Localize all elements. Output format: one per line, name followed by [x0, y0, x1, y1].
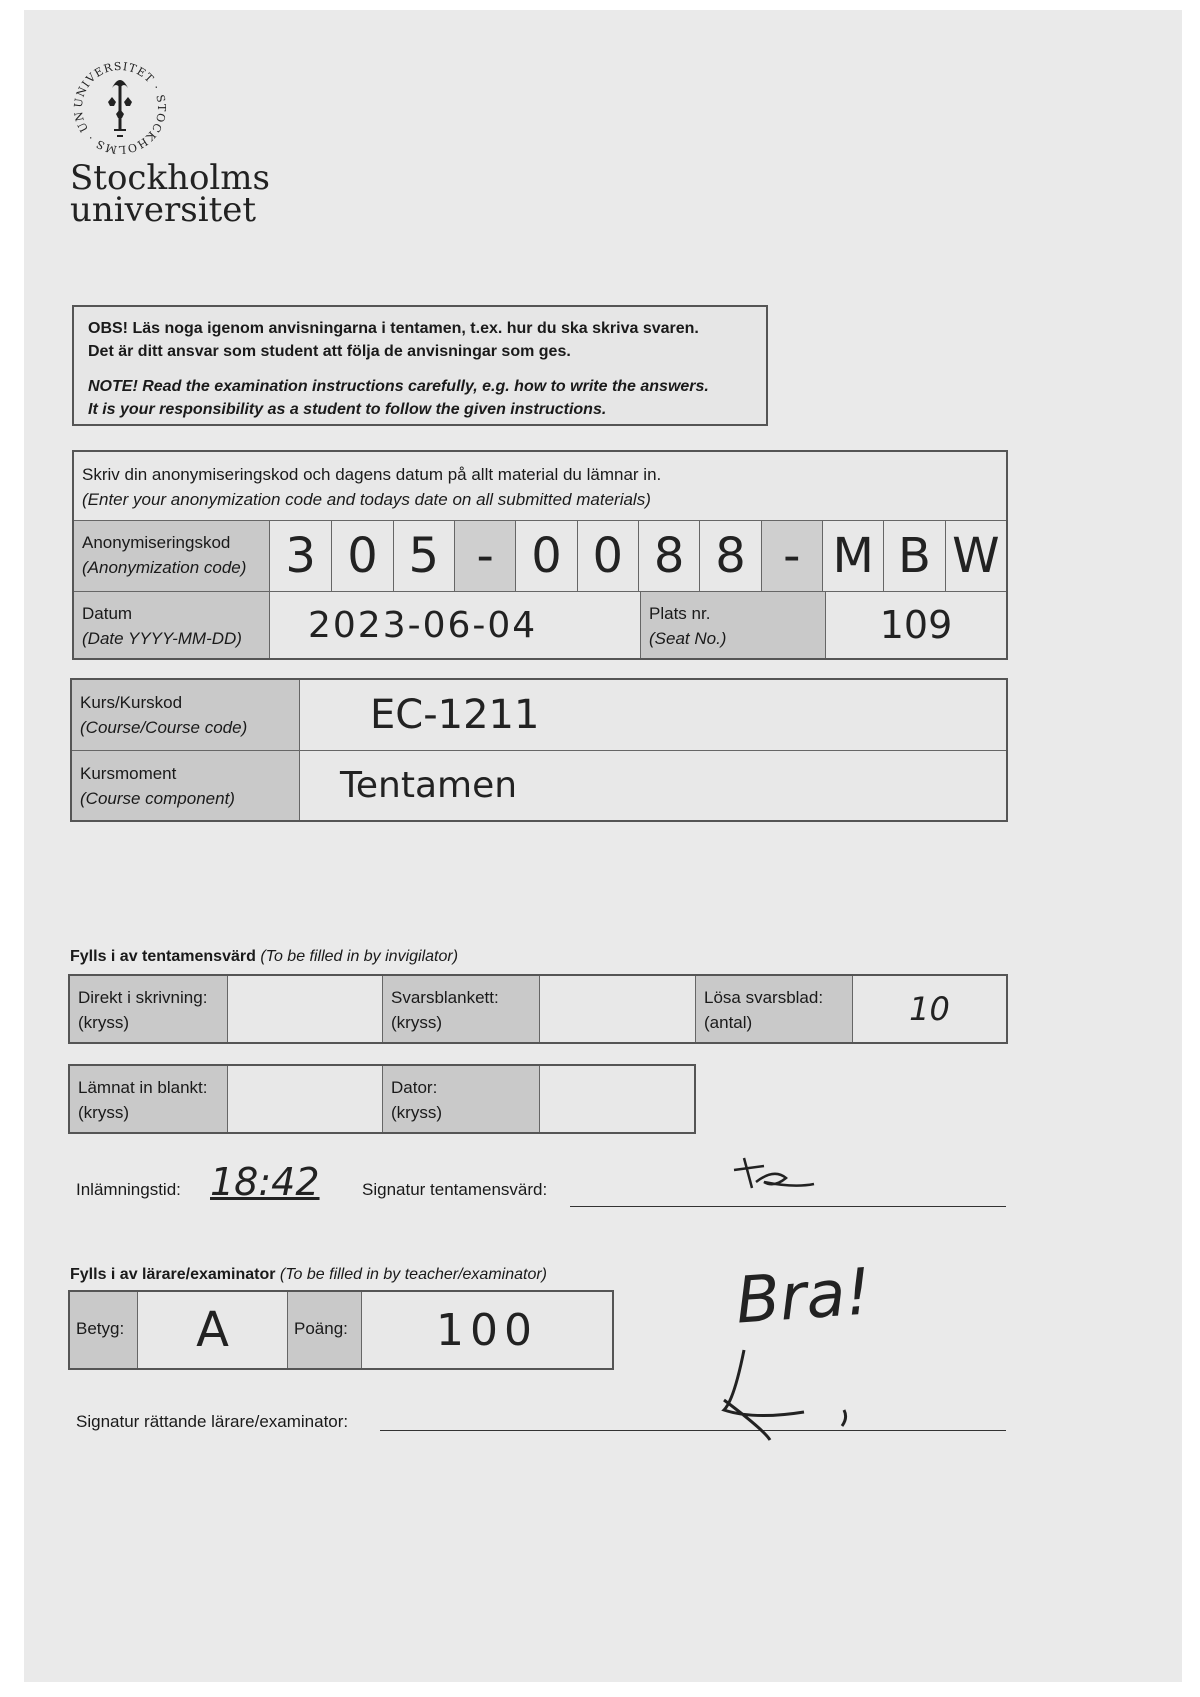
date-label-en: (Date YYYY-MM-DD): [82, 629, 242, 648]
loose-sheets-label-sub: (antal): [704, 1013, 753, 1032]
anon-code-char-3: 5: [393, 521, 454, 591]
grading-table: [68, 1290, 614, 1370]
id-instructions-en: (Enter your anonymization code and todays date on all submitted materials): [82, 490, 651, 509]
invigilator-heading: [70, 948, 458, 966]
component-label-sv: Kursmoment: [80, 764, 177, 783]
answer-sheet-label: [383, 976, 540, 1042]
id-instructions: [82, 462, 661, 512]
component-field[interactable]: [300, 751, 1006, 820]
id-instructions-sv: Skriv din anonymiseringskod och dagens datum på allt material du lämnar in.: [82, 465, 662, 484]
notice-en-line1: NOTE! Read the examination instructions carefully, e.g. how to write the answers.: [88, 378, 709, 395]
component-label: [72, 751, 300, 820]
computer-label: [383, 1066, 540, 1132]
course-label-en: (Course/Course code): [80, 718, 248, 737]
identification-table: [72, 450, 1008, 660]
points-label: [288, 1292, 362, 1368]
computer-label-text: Dator:: [391, 1078, 438, 1097]
computer-label-sub: (kryss): [391, 1103, 442, 1122]
anonymization-code-field[interactable]: [270, 521, 1006, 591]
loose-sheets-label: [696, 976, 853, 1042]
points-label-text: Poäng:: [294, 1319, 348, 1338]
loose-sheets-field[interactable]: [853, 976, 1006, 1042]
seat-label-sv: Plats nr.: [649, 604, 711, 623]
anon-code-char-4: -: [454, 521, 515, 591]
grade-label-text: Betyg:: [76, 1319, 125, 1338]
loose-sheets-label-text: Lösa svarsblad:: [704, 988, 824, 1007]
notice-sv-line1: OBS! Läs noga igenom anvisningarna i tentamen, t.ex. hur du ska skriva svaren.: [88, 320, 699, 337]
answer-sheet-checkbox[interactable]: [540, 976, 696, 1042]
computer-checkbox[interactable]: [540, 1066, 694, 1132]
anon-code-char-12: W: [945, 521, 1006, 591]
submission-time-label: Inlämningstid:: [76, 1180, 181, 1199]
course-table: [70, 678, 1008, 822]
answer-sheet-label-sub: (kryss): [391, 1013, 442, 1032]
university-seal: [70, 58, 170, 158]
anon-code-char-2: 0: [331, 521, 392, 591]
seat-value: 109: [879, 603, 953, 647]
anonymization-code-label: [74, 521, 270, 591]
component-label-en: (Course component): [80, 789, 235, 808]
points-field[interactable]: [362, 1292, 612, 1368]
seat-label-en: (Seat No.): [649, 629, 727, 648]
date-label: [74, 592, 270, 658]
blank-label-sub: (kryss): [78, 1103, 129, 1122]
anon-label-en: (Anonymization code): [82, 558, 247, 577]
teacher-heading: [70, 1266, 547, 1284]
loose-sheets-value: 10: [909, 990, 950, 1028]
blank-label: [70, 1066, 228, 1132]
anon-code-char-6: 0: [577, 521, 638, 591]
invigilator-heading-sv: Fylls i av tentamensvärd: [70, 948, 256, 965]
seat-field[interactable]: [826, 592, 1006, 658]
teacher-signature-label: Signatur rättande lärare/examinator:: [76, 1412, 349, 1431]
grade-value: A: [196, 1302, 229, 1358]
teacher-heading-en: (To be filled in by teacher/examinator): [279, 1266, 548, 1283]
teacher-signature-line[interactable]: [380, 1430, 1006, 1431]
invigilator-signature-label: Signatur tentamensvärd:: [362, 1180, 548, 1199]
invigilator-table-row2: [68, 1064, 696, 1134]
teacher-signature-scribble: [694, 1340, 874, 1450]
present-label-text: Direkt i skrivning:: [78, 988, 208, 1007]
anon-code-char-9: -: [761, 521, 822, 591]
component-value: Tentamen: [340, 765, 518, 806]
notice-sv-line2: Det är ditt ansvar som student att följa de anvisningar som ges.: [88, 343, 571, 360]
course-field[interactable]: [300, 680, 1006, 750]
invigilator-table-row1: [68, 974, 1008, 1044]
grade-field[interactable]: [138, 1292, 288, 1368]
date-label-sv: Datum: [82, 604, 133, 623]
course-label-sv: Kurs/Kurskod: [80, 693, 183, 712]
present-label-sub: (kryss): [78, 1013, 129, 1032]
anon-code-char-7: 8: [638, 521, 699, 591]
teacher-heading-sv: Fylls i av lärare/examinator: [70, 1266, 276, 1283]
course-label: [72, 680, 300, 750]
seat-label: [640, 592, 826, 658]
seal-text: UNIVERSITET · STOCKHOLMS · UN: [71, 59, 169, 157]
notice-en-line2: It is your responsibility as a student to follow the given instructions.: [88, 401, 607, 418]
university-name-line1: Stockholms: [70, 158, 270, 198]
anon-code-char-10: M: [822, 521, 883, 591]
invigilator-signature-scribble: [724, 1148, 824, 1198]
grade-label: [70, 1292, 138, 1368]
present-label: [70, 976, 228, 1042]
date-field[interactable]: [270, 592, 640, 658]
anon-code-char-8: 8: [699, 521, 760, 591]
date-value: 2023-06-04: [308, 604, 538, 646]
invigilator-signature-line[interactable]: [570, 1206, 1006, 1207]
points-value: 100: [436, 1304, 538, 1356]
anon-code-char-1: 3: [285, 528, 316, 584]
course-value: EC-1211: [370, 692, 540, 738]
teacher-comment: Bra!: [733, 1255, 874, 1339]
anon-label-sv: Anonymiseringskod: [82, 533, 231, 552]
university-name-line2: universitet: [70, 190, 257, 230]
submission-time-value[interactable]: 18:42: [210, 1160, 320, 1204]
present-checkbox[interactable]: [228, 976, 383, 1042]
anon-code-char-11: B: [883, 521, 944, 591]
instructions-notice: [72, 305, 768, 426]
answer-sheet-label-text: Svarsblankett:: [391, 988, 499, 1007]
exam-cover-sheet: [24, 10, 1182, 1682]
invigilator-heading-en: (To be filled in by invigilator): [260, 948, 459, 965]
university-name: [70, 158, 270, 230]
anon-code-char-5: 0: [515, 521, 576, 591]
blank-label-text: Lämnat in blankt:: [78, 1078, 208, 1097]
blank-checkbox[interactable]: [228, 1066, 383, 1132]
